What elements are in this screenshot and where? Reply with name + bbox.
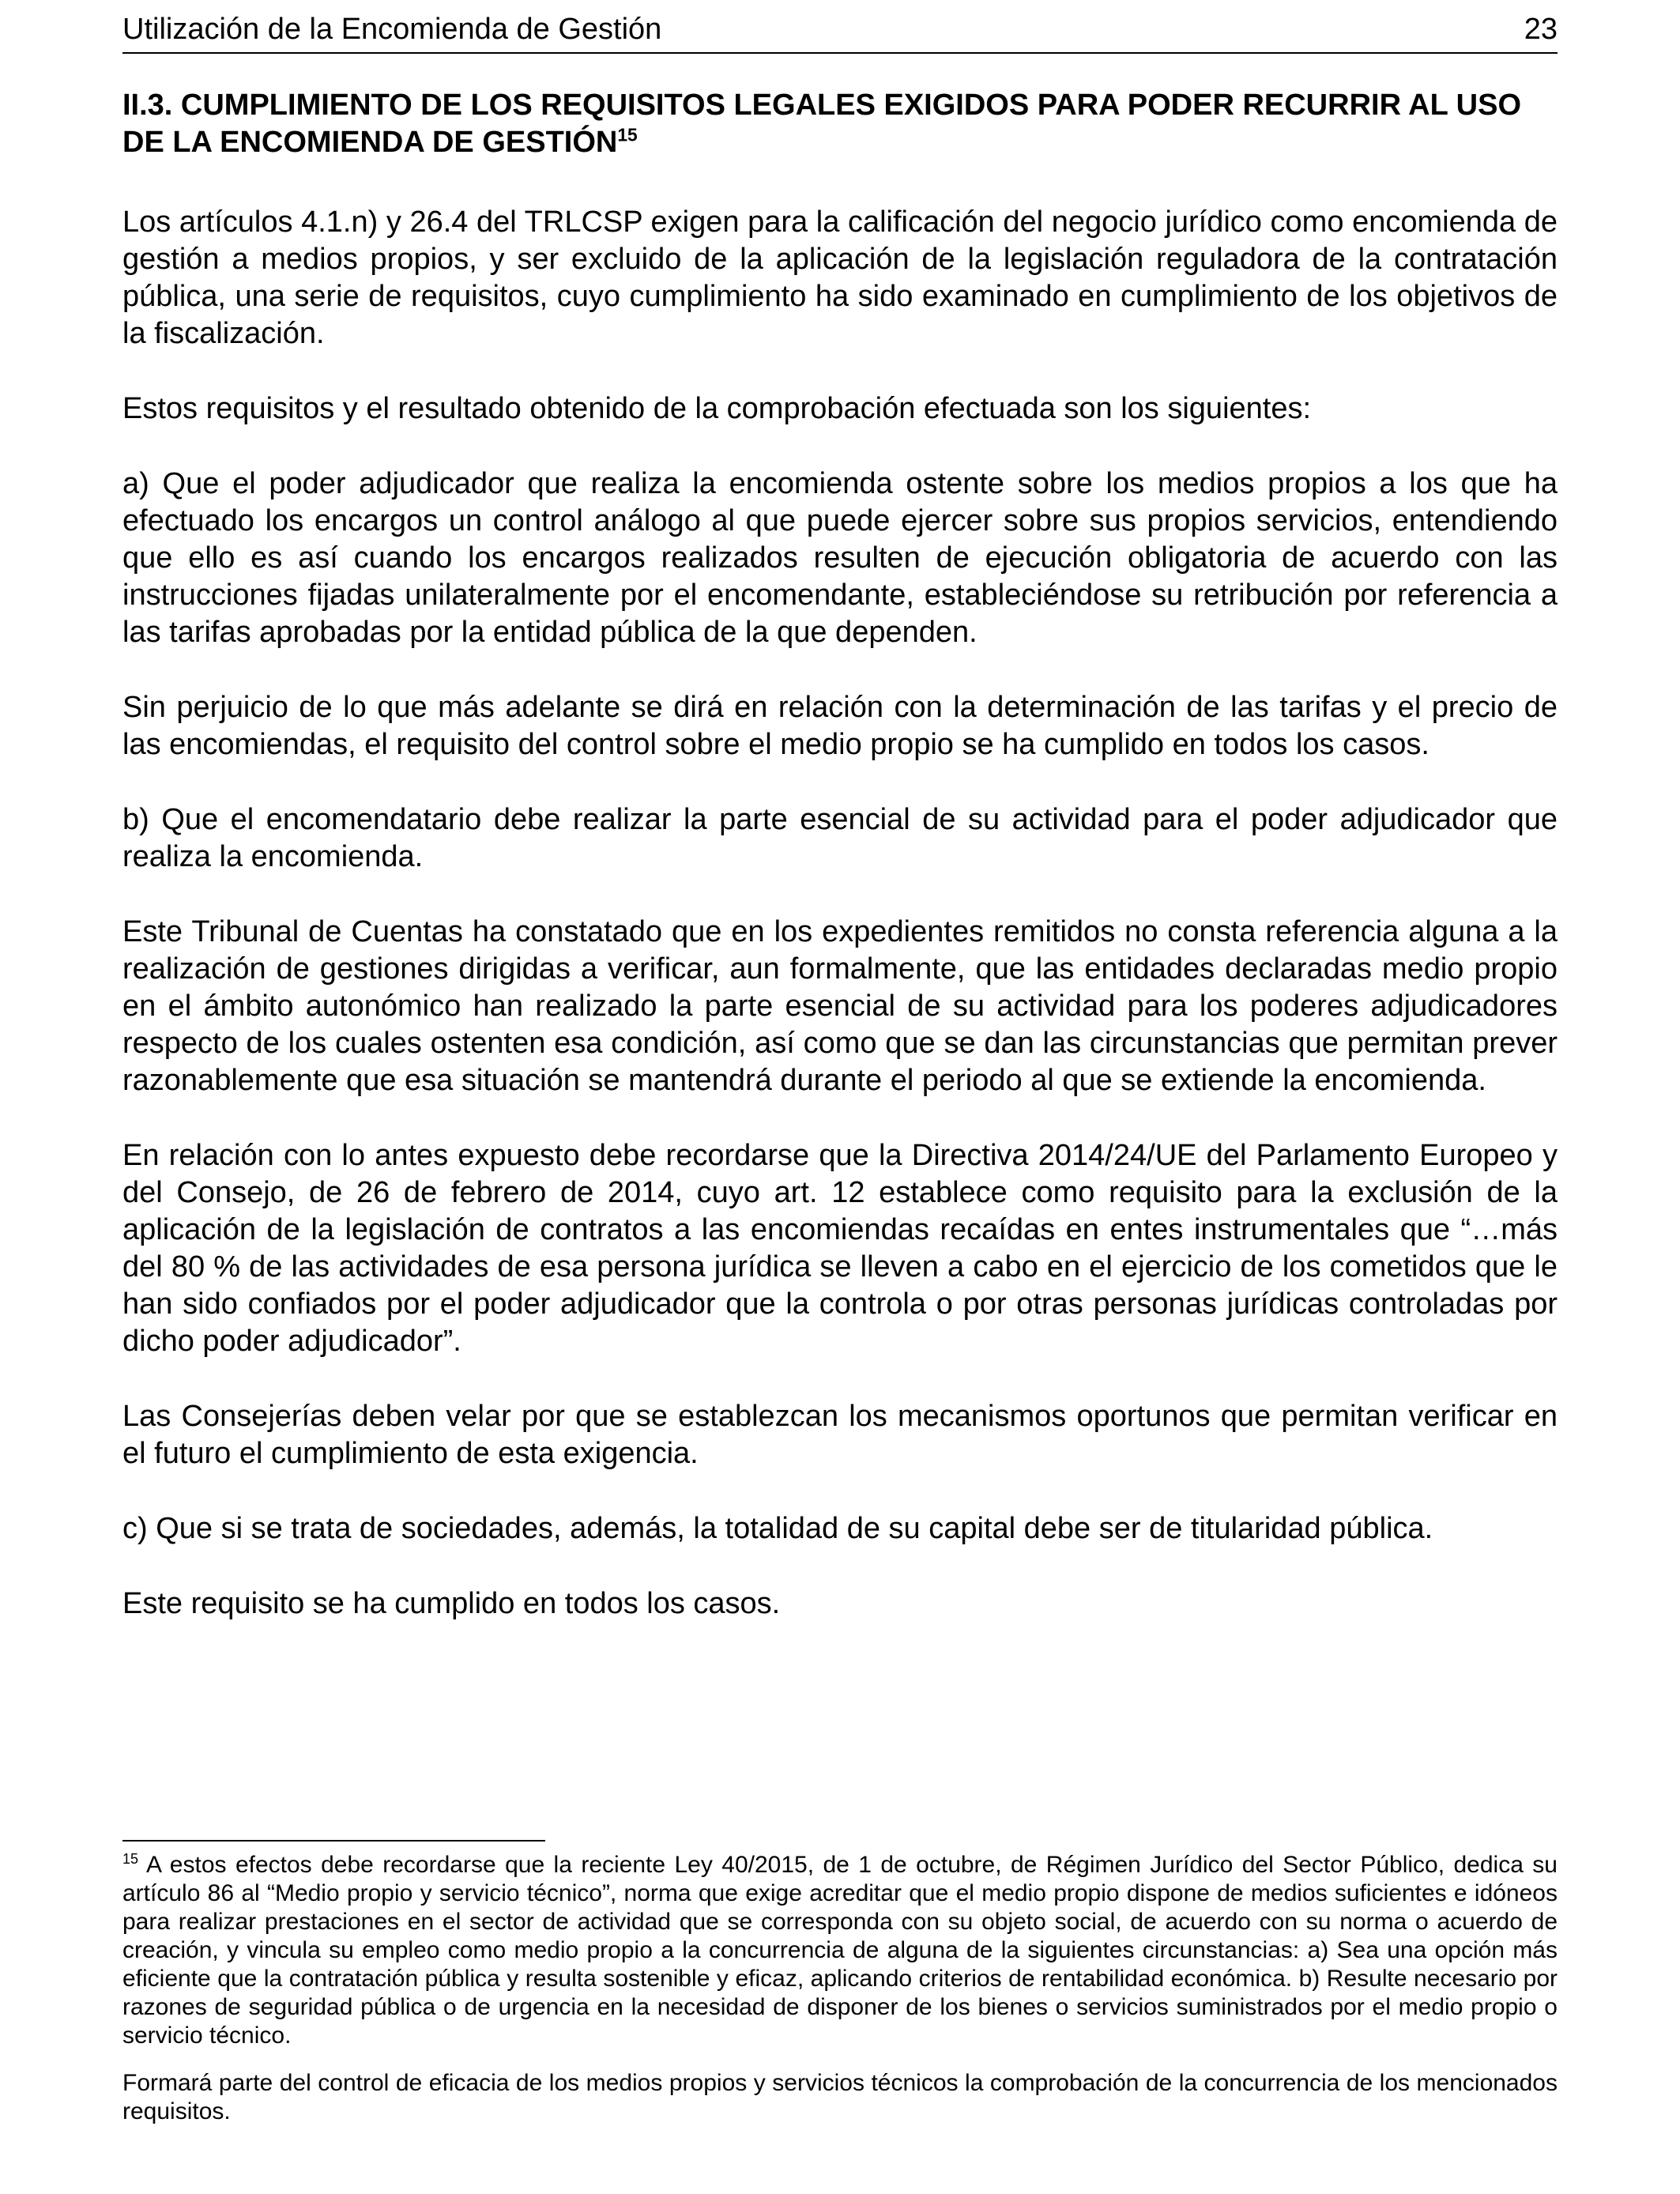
section-heading-text: II.3. CUMPLIMIENTO DE LOS REQUISITOS LEGALES EXIGIDOS PARA PODER RECURRIR AL USO DE LA ENCOMIENDA DE GESTIÓN	[122, 89, 1522, 159]
paragraph-requirement-c: c) Que si se trata de sociedades, además, la totalidad de su capital debe ser de titularidad pública.	[122, 1512, 1433, 1545]
paragraph-requirement-a: a) Que el poder adjudicador que realiza la encomienda ostente sobre los medios propios a los que ha efectuado los encargos un control análogo al que puede ejercer sobre sus propios servicios, entendiendo que ello es así cuando los encargos realizados resulten de ejecución obligatoria de acuerdo con las instrucciones fijadas unilateralmente por el encomendante, estableciéndose su retribución por referencia a las tarifas aprobadas por la entidad pública de la que dependen.	[122, 467, 1558, 649]
paragraph-requirements-intro: Los artículos 4.1.n) y 26.4 del TRLCSP exigen para la calificación del negocio jurídico como encomienda de gestión a medios propios, y ser excluido de la aplicación de la legislación reguladora de la contratación pública, una serie de requisitos, cuyo cumplimiento ha sido examinado en cumplimiento de los objetivos de la fiscalización.	[122, 205, 1558, 350]
footnote-reference[interactable]: 15	[617, 124, 638, 145]
paragraph-directive: En relación con lo antes expuesto debe recordarse que la Directiva 2014/24/UE del Parlamento Europeo y del Consejo, de 26 de febrero de 2014, cuyo art. 12 establece como requisito para la exclusión de la aplicación de la legislación de contratos a las encomiendas recaídas en entes instrumentales que “…más del 80 % de las actividades de esa persona jurídica se lleven a cabo en el ejercicio de los cometidos que le han sido confiados por el poder adjudicador que la controla o por otras personas jurídicas controladas por dicho poder adjudicador”.	[122, 1139, 1558, 1358]
footnote-separator	[122, 1840, 545, 1842]
paragraph-consejerias: Las Consejerías deben velar por que se establezcan los mecanismos oportunos que permitan verificar en el futuro el cumplimiento de esta exigencia.	[122, 1400, 1558, 1470]
page-header	[122, 8, 1558, 54]
main-content	[122, 87, 1558, 1661]
paragraph-requirements-list-intro: Estos requisitos y el resultado obtenido de la comprobación efectuada son los siguientes:	[122, 392, 1312, 425]
footnote-15-text: A estos efectos debe recordarse que la reciente Ley 40/2015, de 1 de octubre, de Régimen Jurídico del Sector Público, dedica su artículo 86 al “Medio propio y servicio técnico”, norma que exige acreditar que el medio propio dispone de medios suficientes e idóneos para realizar prestaciones en el sector de actividad que se corresponda con su objeto social, de acuerdo con su norma o acuerdo de creación, y vincula su empleo como medio propio a la concurrencia de alguna de la siguientes circunstancias: a) Sea una opción más eficiente que la contratación pública y resulta sostenible y eficaz, aplicando criterios de rentabilidad económica. b) Resulte necesario por razones de seguridad pública o de urgencia en la necesidad de disponer de los bienes o servicios suministrados por el medio propio o servicio técnico.	[122, 1852, 1558, 2049]
page-number: 23	[1524, 13, 1558, 46]
footnote-15-continuation: Formará parte del control de eficacia de los medios propios y servicios técnicos la comprobación de la concurrencia de los mencionados requisitos.	[122, 2070, 1558, 2124]
section-heading	[122, 87, 1558, 161]
paragraph-requirement-a-result: Sin perjuicio de lo que más adelante se dirá en relación con la determinación de las tarifas y el precio de las encomiendas, el requisito del control sobre el medio propio se ha cumplido en todos los casos.	[122, 691, 1558, 761]
footnote-number: 15	[122, 1851, 139, 1867]
running-title: Utilización de la Encomienda de Gestión	[122, 13, 662, 46]
footnotes	[122, 1851, 1558, 2145]
footnote-15	[122, 1851, 1558, 2050]
paragraph-requirement-b: b) Que el encomendatario debe realizar la parte esencial de su actividad para el poder adjudicador que realiza la encomienda.	[122, 803, 1558, 873]
paragraph-requirement-b-result: Este Tribunal de Cuentas ha constatado que en los expedientes remitidos no consta referencia alguna a la realización de gestiones dirigidas a verificar, aun formalmente, que las entidades declaradas medio propio en el ámbito autonómico han realizado la parte esencial de su actividad para los poderes adjudicadores respecto de los cuales ostenten esa condición, así como que se dan las circunstancias que permitan prever razonablemente que esa situación se mantendrá durante el periodo al que se extiende la encomienda.	[122, 915, 1558, 1097]
paragraph-requirement-c-result: Este requisito se ha cumplido en todos los casos.	[122, 1587, 781, 1620]
